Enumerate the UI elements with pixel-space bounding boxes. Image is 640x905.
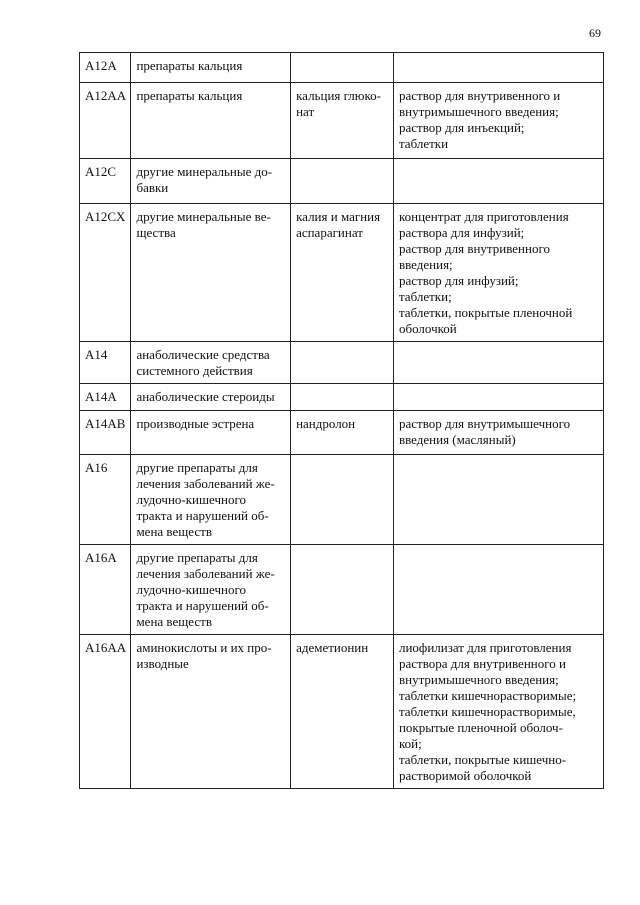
- table-row: [80, 411, 604, 455]
- atc-group-name: анаболические стероиды: [131, 384, 291, 411]
- atc-code: A12C: [80, 159, 131, 204]
- dosage-forms: [393, 545, 603, 635]
- atc-group-name: аминокислоты и их про- изводные: [131, 635, 291, 789]
- atc-group-name: другие препараты для лечения заболеваний же- лудочно-кишечного тракта и нарушений об- мена веществ: [131, 545, 291, 635]
- table-row: [80, 635, 604, 789]
- drug-name: адеметионин: [291, 635, 394, 789]
- atc-code: A12AA: [80, 83, 131, 159]
- atc-group-name: анаболические средства системного действия: [131, 342, 291, 384]
- drug-name: нандролон: [291, 411, 394, 455]
- atc-code: A14A: [80, 384, 131, 411]
- dosage-forms: раствор для внутримышечного введения (масляный): [393, 411, 603, 455]
- drug-name: [291, 384, 394, 411]
- drug-name: калия и магния аспарагинат: [291, 204, 394, 342]
- table-row: [80, 384, 604, 411]
- atc-code: A12A: [80, 53, 131, 83]
- table-row: [80, 53, 604, 83]
- drug-classification-table: [79, 52, 604, 789]
- atc-code: A12CX: [80, 204, 131, 342]
- atc-group-name: препараты кальция: [131, 83, 291, 159]
- atc-group-name: производные эстрена: [131, 411, 291, 455]
- drug-name: кальция глюко- нат: [291, 83, 394, 159]
- page-number: 69: [589, 26, 601, 40]
- dosage-forms: лиофилизат для приготовления раствора для внутривенного и внутримышечного введения; таблетки кишечнорастворимые; таблетки кишечнорастворимые, покрытые пленочной оболоч- кой; таблетки, покрытые кишечно- растворимой оболочкой: [393, 635, 603, 789]
- dosage-forms: [393, 455, 603, 545]
- dosage-forms: [393, 342, 603, 384]
- dosage-forms: раствор для внутривенного и внутримышечного введения; раствор для инъекций; таблетки: [393, 83, 603, 159]
- drug-name: [291, 342, 394, 384]
- atc-group-name: другие препараты для лечения заболеваний же- лудочно-кишечного тракта и нарушений об- мена веществ: [131, 455, 291, 545]
- table-row: [80, 545, 604, 635]
- atc-code: A16: [80, 455, 131, 545]
- table-row: [80, 455, 604, 545]
- table-row: [80, 159, 604, 204]
- atc-code: A16AA: [80, 635, 131, 789]
- dosage-forms: [393, 53, 603, 83]
- atc-code: A14: [80, 342, 131, 384]
- atc-group-name: препараты кальция: [131, 53, 291, 83]
- drug-name: [291, 455, 394, 545]
- drug-name: [291, 53, 394, 83]
- drug-name: [291, 159, 394, 204]
- dosage-forms: [393, 384, 603, 411]
- dosage-forms: [393, 159, 603, 204]
- table-row: [80, 83, 604, 159]
- dosage-forms: концентрат для приготовления раствора для инфузий; раствор для внутривенного введения; раствор для инфузий; таблетки; таблетки, покрытые пленочной оболочкой: [393, 204, 603, 342]
- drug-name: [291, 545, 394, 635]
- atc-group-name: другие минеральные ве- щества: [131, 204, 291, 342]
- atc-group-name: другие минеральные до- бавки: [131, 159, 291, 204]
- table-row: [80, 342, 604, 384]
- atc-code: A16A: [80, 545, 131, 635]
- atc-code: A14AB: [80, 411, 131, 455]
- table-row: [80, 204, 604, 342]
